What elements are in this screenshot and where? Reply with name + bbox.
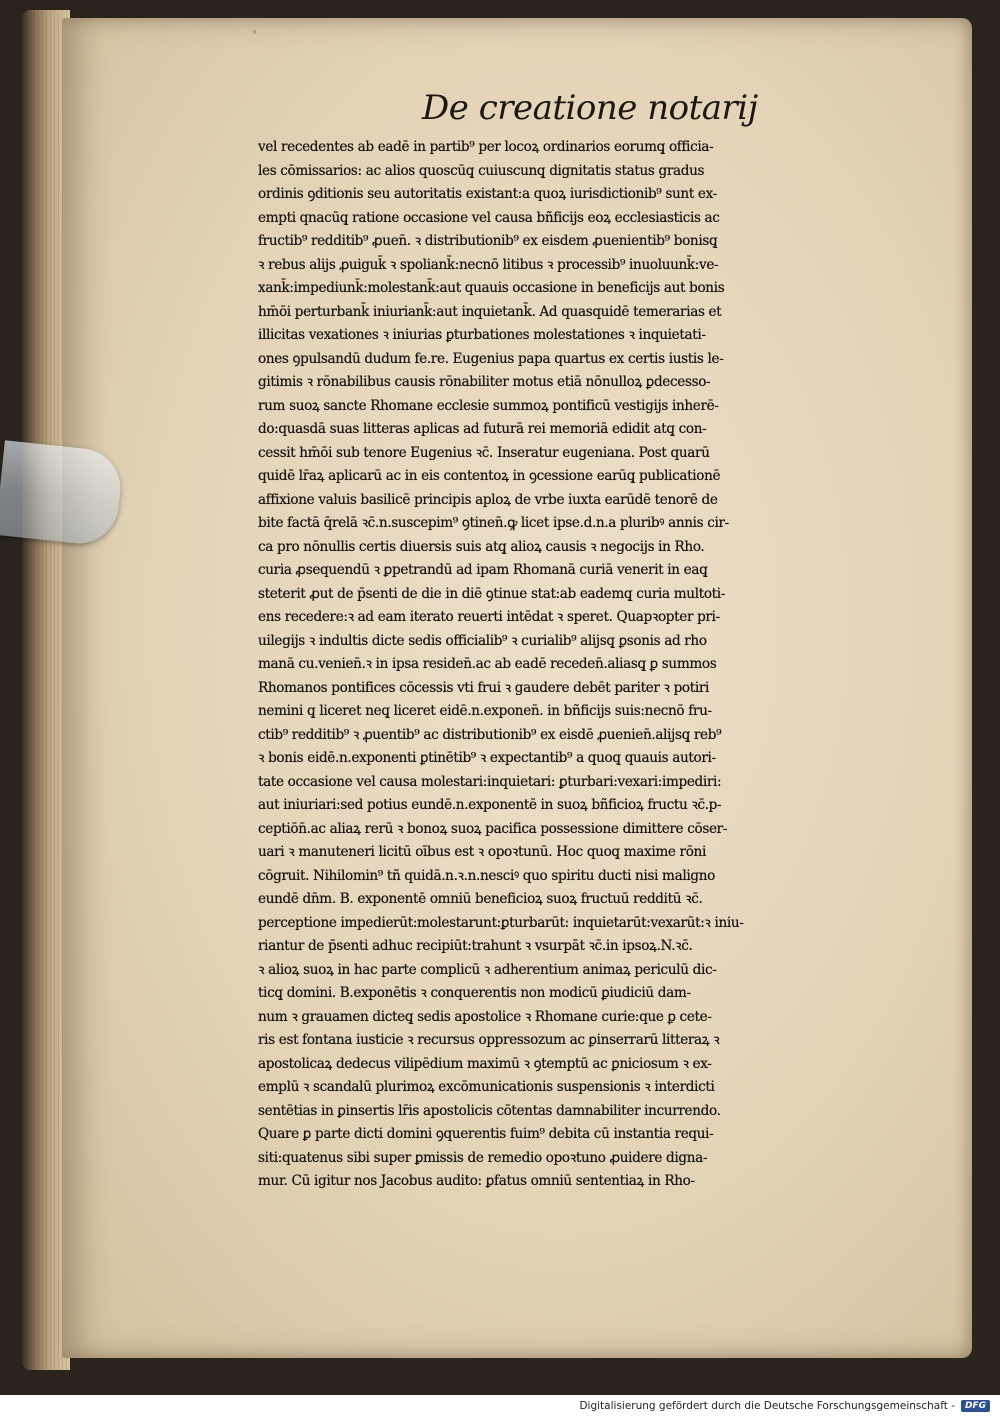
text-line: ris est fontana iusticie ꝛ recursus oppressozum ac ꝑinserrarū litteraꝝ ꝛ: [258, 1032, 720, 1048]
text-line: mur. Cū igitur nos Jacobus audito: ꝑfatus omniū sententiaꝝ in Rho-: [258, 1173, 695, 1189]
text-line: ca pro nōnullis certis diuersis suis atq̧ alioꝝ causis ꝛ negocijs in Rho.: [258, 538, 705, 555]
text-line: vel recedentes ab eadē in partib⁹ per locoꝝ ordinarios eorumq̧ officia-: [258, 139, 714, 155]
text-line: ꝛ bonis eidē.n.exponenti ꝑtinētib⁹ ꝛ expectantib⁹ a quoq̧ quauis autori-: [258, 750, 716, 766]
text-line: les cōmissarios: ac alios quoscūq̧ cuiuscunq̧ dignitatis status gradus: [258, 162, 705, 179]
text-line: num ꝛ grauamen dicteq̧ sedis apostolice ꝛ Rhomane curie:que ꝑ cete-: [258, 1008, 712, 1025]
text-line: xank̄:impediunk̄:molestank̄:aut quauis occasione in beneficijs aut bonis: [258, 280, 725, 296]
text-line: Quare ꝑ parte dicti domini ꝯquerentis fuim⁹ debita cū instantia requi-: [258, 1126, 714, 1142]
text-line: quidē lr̄aꝝ aplicarū ac in eis contentoꝝ in ꝯcessione earūq̧ publicationē: [258, 468, 721, 484]
text-line: steterit ꝓut de p̄senti de die in diē ꝯtinue stat:ab eademq̧ curia multoti-: [258, 585, 726, 602]
margin-mark: °: [252, 30, 257, 41]
text-line: apostolicaꝝ dedecus vilipēdium maximū ꝛ ꝯtemptū ac ꝑniciosum ꝛ ex-: [258, 1055, 712, 1072]
text-line: hm̄ōi perturbank̄ iniuriank̄:aut inquietank̄. Ad quasquidē temerarias et: [258, 303, 722, 320]
text-line: ꝛ alioꝝ suoꝝ in hac parte complicū ꝛ adherentium animaꝝ periculū dic-: [258, 961, 717, 978]
text-line: uari ꝛ manuteneri licitū oībus est ꝛ opoꝛtunū. Hoc quoq̧ maxime rōni: [258, 844, 706, 860]
text-line: affixione valuis basilicē principis aploꝝ de vrbe iuxta earūdē tenorē de: [258, 491, 718, 508]
text-line: illicitas vexationes ꝛ iniurias ꝑturbationes molestationes ꝛ inquietati-: [258, 327, 706, 343]
text-line: empti qnacūq̧ ratione occasione vel causa bñficijs eoꝝ ecclesiasticis ac: [258, 209, 720, 226]
text-line: tate occasione vel causa molestari:inquietari: ꝑturbari:vexari:impediri:: [258, 773, 722, 790]
text-line: emplū ꝛ scandalū plurimoꝝ excōmunicationis suspensionis ꝛ interdicti: [258, 1079, 715, 1095]
text-line: bite factā q̄relā ꝛc̄.n.suscepim⁹ ꝯtinen̄.ꝙ licet ipse.d.n.a pluribꝰ annis cir-: [258, 515, 729, 531]
text-line: cessit hm̄ōi sub tenore Eugenius ꝛc̄. Inseratur eugeniana. Post quarū: [258, 444, 710, 461]
text-line: curia ꝓsequendū ꝛ ꝑpetrandū ad ipam Rhomanā curiā venerit in eaq̧: [258, 562, 708, 578]
text-line: ens recedere:ꝛ ad eam iterato reuerti intēdat ꝛ speret. Quapꝛopter pri-: [258, 609, 720, 625]
text-line: eundē dn̄m. B. exponentē omniū beneficioꝝ suoꝝ fructuū redditū ꝛc̄.: [258, 891, 703, 907]
text-line: Rhomanos pontifices cōcessis vti frui ꝛ gaudere debēt pariter ꝛ potiri: [258, 679, 710, 696]
text-line: ordinis ꝯditionis seu autoritatis existant:a quoꝝ iurisdictionib⁹ sunt ex-: [258, 186, 717, 202]
page-heading: De creatione notarij: [422, 88, 758, 128]
text-line: perceptione impedierūt:molestarunt:ꝑturbarūt: inquietarūt:vexarūt:ꝛ iniu-: [258, 914, 744, 931]
funding-credit: Digitalisierung gefördert durch die Deutsche Forschungsgemeinschaft -: [579, 1400, 955, 1412]
text-line: fructib⁹ redditib⁹ ꝓuen̄. ꝛ distributionib⁹ ex eisdem ꝓuenientib⁹ bonisq̧: [258, 233, 718, 249]
text-line: rum suoꝝ sancte Rhomane ecclesie summoꝝ pontificū vestigijs inherē-: [258, 397, 719, 414]
text-line: nemini q̧ liceret neq̧ liceret eidē.n.exponen̄. in bñficijs suis:necnō fru-: [258, 703, 712, 719]
text-line: ones ꝯpulsandū dudum fe.re. Eugenius papa quartus ex certis iustis le-: [258, 350, 724, 367]
text-line: cōgruit. Nihilomin⁹ tñ quidā.n.ꝛ.n.nesciꝰ quo spiritu ducti nisi maligno: [258, 867, 715, 884]
text-line: aut iniuriari:sed potius eundē.n.exponentē in suoꝝ bñficioꝝ fructu ꝛc̄.p-: [258, 797, 722, 813]
text-line: ctib⁹ redditib⁹ ꝛ ꝓuentib⁹ ac distributionib⁹ ex eisdē ꝓuenien̄.alijsq̧ reb⁹: [258, 726, 722, 743]
text-line: gitimis ꝛ rōnabilibus causis rōnabiliter motus etiā nōnulloꝝ ꝑdecesso-: [258, 374, 711, 390]
dfg-logo: DFG: [961, 1400, 990, 1412]
text-line: manā cu.venien̄.ꝛ in ipsa residen̄.ac ab eadē receden̄.aliasq̧ ꝑ summos: [258, 656, 717, 672]
text-line: ꝛ rebus alijs ꝓuiguk̄ ꝛ spoliank̄:necnō litibus ꝛ processib⁹ inuoluunk̄:ve-: [258, 256, 719, 273]
text-line: ceptiōn̄.ac aliaꝝ rerū ꝛ bonoꝝ suoꝝ pacifica possessione dimittere cōser-: [258, 820, 728, 837]
text-line: do:quasdā suas litteras aplicas ad futurā rei memoriā edidit atq̧ con-: [258, 421, 707, 437]
text-line: uilegijs ꝛ indultis dicte sedis officialib⁹ ꝛ curialib⁹ alijsq̧ ꝑsonis ad rho: [258, 632, 707, 649]
text-block: [258, 136, 876, 1194]
text-line: sentētias in ꝑinsertis lr̄is apostolicis cōtentas damnabiliter incurrendo.: [258, 1102, 721, 1119]
text-line: riantur de p̄senti adhuc recipiūt:trahunt ꝛ vsurpāt ꝛc̄.in ipsoꝝ.N.ꝛc̄.: [258, 938, 693, 954]
footer-bar: [0, 1395, 1000, 1417]
text-line: ticq̧ domini. B.exponētis ꝛ conquerentis non modicū ꝑiudiciū dam-: [258, 985, 691, 1001]
text-line: siti:quatenus sibi super ꝑmissis de remedio opoꝛtuno ꝓuidere digna-: [258, 1149, 708, 1166]
